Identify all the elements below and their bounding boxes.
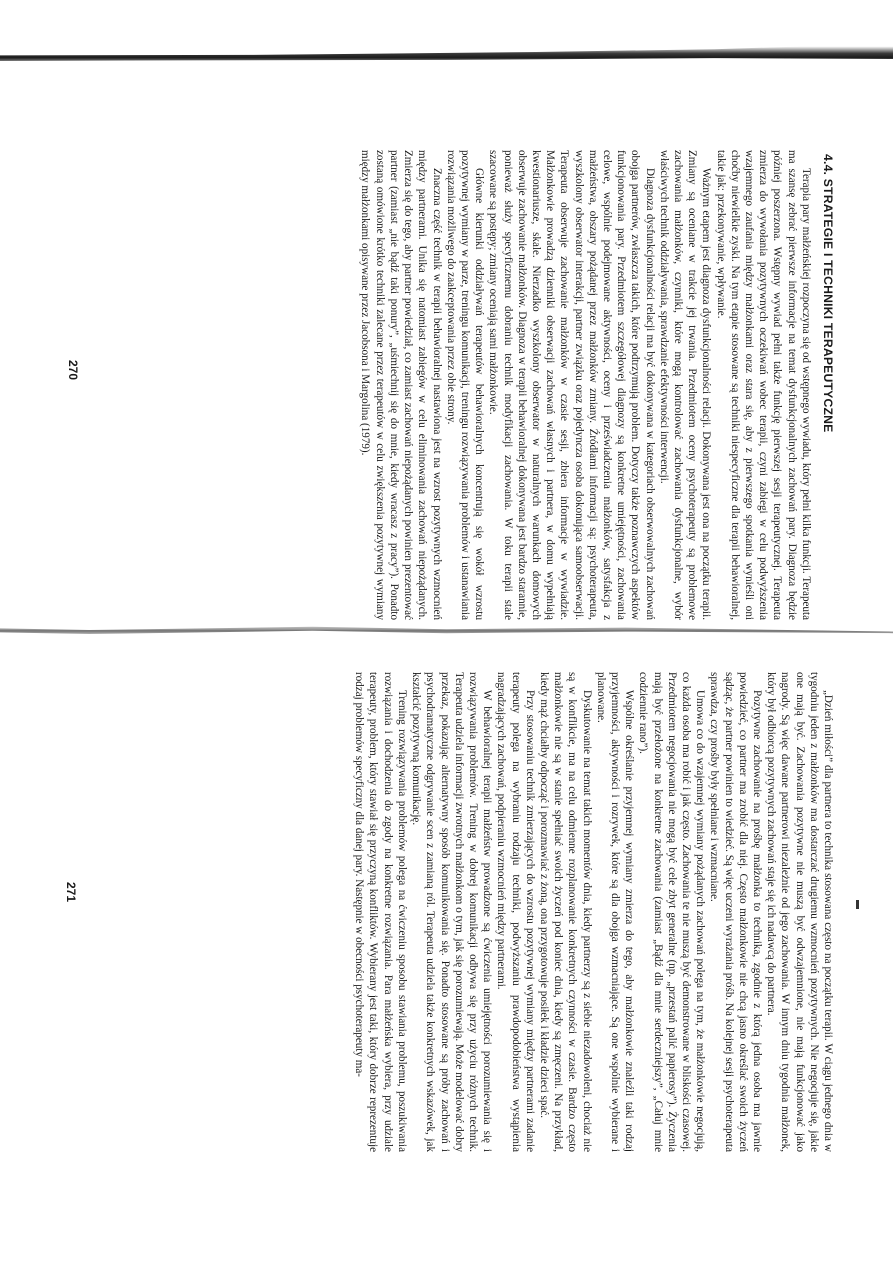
paragraph: Umowa co do wzajemnej wymiany pożądanych zachowań polega na tym, że małżonkowie negocjują, co każda osoba ma robić i jak często. Zachowania te nie muszą być demonstrowane w bliskości czasowej. Przedmiotem negocjowania nie mogą być cele zbyt generalne (np. „przestań palić papierosy”). Życzenia mają być przełożone na konkretne zachowania (zamiast „Bądź dla mnie serdeczniejszy”, „Całuj mnie codziennie rano”). [637, 672, 707, 1152]
paragraph: „Dzień miłości” dla partnera to technika stosowana często na początku terapii. W ciągu jednego dnia w tygodniu jeden z małżonków ma dostarczać drugiemu wzmocnień pozytywnych. Nie negocjuje się, jakie one mają być. Zachowania pozytywne nie muszą być odwzajemnione, nie mają funkcjonować jako nagrody. Są więc dawane partnerowi niezależnie od jego zachowania. W innym dniu tygodnia małżonek, który był odbiorcą pozytywnych zachowań staje się ich nadawcą do partnera. [765, 672, 834, 1152]
page-number: 270 [66, 360, 80, 381]
page-271 [65, 672, 835, 1152]
paragraph: Wspólne określanie przyjemnej wymiany zmierza do tego, aby małżonkowie znaleźli taki rodzaj przyjemności, aktywności i rozrywek, które są dla obojga wzmacniające. Są one wspólnie wybierane i planowane. [594, 672, 636, 1152]
page-number: 271 [64, 882, 78, 903]
paragraph: Przy stosowaniu technik zmierzających do wzrostu pozytywnej wymiany między partnerami zadanie terapeuty polega na wybraniu rodzaju techniki, podwyższaniu prawdopodobieństwa wystąpienia nagradzających zachowań, podpieraniu wzmocnień między partnerami. [495, 672, 536, 1152]
section-heading: 4.4. STRATEGIE I TECHNIKI TERAPEUTYCZNE [821, 154, 835, 433]
paragraph: W behawioralnej terapii małżeństw prowadzone są ćwiczenia umiejętności porozumiewania się i rozwiązywania problemów. Trening w dobrej komunikacji odbywa się przy użyciu różnych technik. Terapeuta udziela informacji zwrotnych małżonkom o tym, jak się porozumiewają. Może modelować dobry przekaz, pokazując alternatywny sposób komunikowania się. Ponadto stosowane są próby zachowań i psychodramatyczne odgrywanie scen z zamianą ról. Terapeuta udziela także konkretnych wskazówek, jak kształcić pozytywną komunikację. [410, 672, 494, 1152]
paragraph: Główne kierunki oddziaływań terapeutów behawioralnych koncentrują się wokół wzrostu pozytywnej wymiany w parze, treningu komunikacji, treningu rozwiązywania problemów i ustanawiania rozwiązania możliwego do zaakceptowania przez obie strony. [444, 150, 486, 620]
paragraph: Znaczna część technik w terapii behawioralnej nastawiona jest na wzrost pozytywnych wzmocnień między partnerami. Unika się natomiast zabiegów w celu eliminowania zachowań niepożądanych. Zmierza się do tego, aby partner powiedział, co zamiast zachowań niepożądanych powinien prezentować partner (zamiast „nie bądź taki ponury”, „uśmiechnij się do mnie, kiedy wracasz z pracy”). Ponadto zostaną omówione krótko techniki zalecane przez terapeutów w celu zwiększenia pozytywnej wymiany między małżonkami opisywane przez Jacobsona i Margolina (1979). [359, 150, 443, 620]
page-270 [65, 150, 835, 620]
paragraph: Ważnym etapem jest diagnoza dysfunkcjonalności relacji. Dokonywana jest ona na początku terapii. Zmiany są oceniane w trakcie jej trwania. Przedmiotem oceny psychoterapeuty są problemowe zachowania małżonków, czynniki, które mogą kontrolować zachowania dysfunkcjonalne, wybór właściwych technik oddziaływania, sprawdzanie efektywności interwencji. [657, 150, 713, 620]
scan-edge-shadow [0, 38, 893, 66]
book-spine-shadow [0, 622, 893, 638]
paragraph: Dyskutowanie na temat takich momentów dnia, kiedy partnerzy są z siebie niezadowoleni, chociaż nie są w konflikcie, ma na celu odmienne rozplanowanie konkretnych czynności w czasie. Bardzo często małżonkowie nie są w stanie spełniać swoich życzeń pod koniec dnia, kiedy są zmęczeni. Na przykład, kiedy mąż chciałby odpocząć i porozmawiać z żoną, ona przygotowuje posiłek i kładzie dzieci spać. [537, 672, 593, 1152]
paragraph: Terapia pary małżeńskiej rozpoczyna się od wstępnego wywiadu, który pełni kilka funkcji. Terapeuta ma szansę zebrać pierwsze informacje na temat dysfunkcjonalnych zachowań pary. Diagnoza będzie później poszerzona. Wstępny wywiad pełni także funkcję pierwszej sesji terapeutycznej. Terapeuta zmierza do wywołania pozytywnych oczekiwań wobec terapii, czyni zabiegi w celu podwyższenia wzajemnego zaufania między małżonkami oraz stara się, aby z pierwszego spotkania wynieśli oni choćby niewielkie zyski. Na tym etapie stosowane są techniki niespecyficzne dla terapii behawioralnej, takie jak: przekonywanie, wpływanie. [714, 150, 812, 620]
scan-speck [856, 900, 859, 909]
paragraph: Diagnoza dysfunkcjonalności relacji ma być dokonywana w kategoriach obserwowalnych zachowań obojga partnerów, zwłaszcza takich, które podtrzymują problem. Dotyczy także poznawczych aspektów funkcjonowania pary. Przedmiotem szczegółowej diagnozy są konkretne umiejętności, zachowania celowe, wspólnie podejmowane aktywności, oceny i przeświadczenia małżonków, satysfakcja z małżeństwa, obszary pożądanej przez małżonków zmiany. Źródłami informacji są: psychoterapeuta, wyszkolony obserwator interakcji, partner związku oraz pojedyncza osoba dokonująca samoobserwacji. Terapeuta obserwuje zachowanie małżonków w czasie sesji, zbiera informacje w wywiadzie. Małżonkowie prowadzą dzienniki obserwacji zachowań własnych i partnera, w domu wypełniają kwestionariusze, skale. Nierzadko wyszkolony obserwator w naturalnych warunkach domowych obserwuje zachowanie małżonków. Diagnoza w terapii behawioralnej dokonywana jest bardzo starannie, ponieważ służy specyficznemu dobraniu technik modyfikacji zachowania. W toku terapii stale szacowane są postępy; zmiany oceniają sami małżonkowie. [487, 150, 656, 620]
paragraph: Pozytywne zachowanie na prośbę małżonka to technika, zgodnie z którą jedna osoba ma jawnie powiedzieć, co partner ma zrobić dla niej. Często małżonkowie nie chcą jasno określać swoich życzeń sądząc, że partner powinien to wiedzieć. Są więc uczeni wyrażania próśb. Na kolejnej sesji psychoterapeuta sprawdza, czy prośby były spełniane i wzmacniane. [708, 672, 763, 1152]
paragraph: Trening rozwiązywania problemów polega na ćwiczeniu sposobu stawiania problemu, poszukiwania rozwiązania i dochodzenia do zgody na konkretne rozwiązania. Para małżeńska wybiera, przy udziale terapeuty, problem, który stawiał się przyczyną konfliktów. Wybierany jest taki, który dobrze reprezentuje rodzaj problemów specyficzny dla danej pary. Następnie w obecności psychoterapeuty ma- [353, 672, 408, 1152]
